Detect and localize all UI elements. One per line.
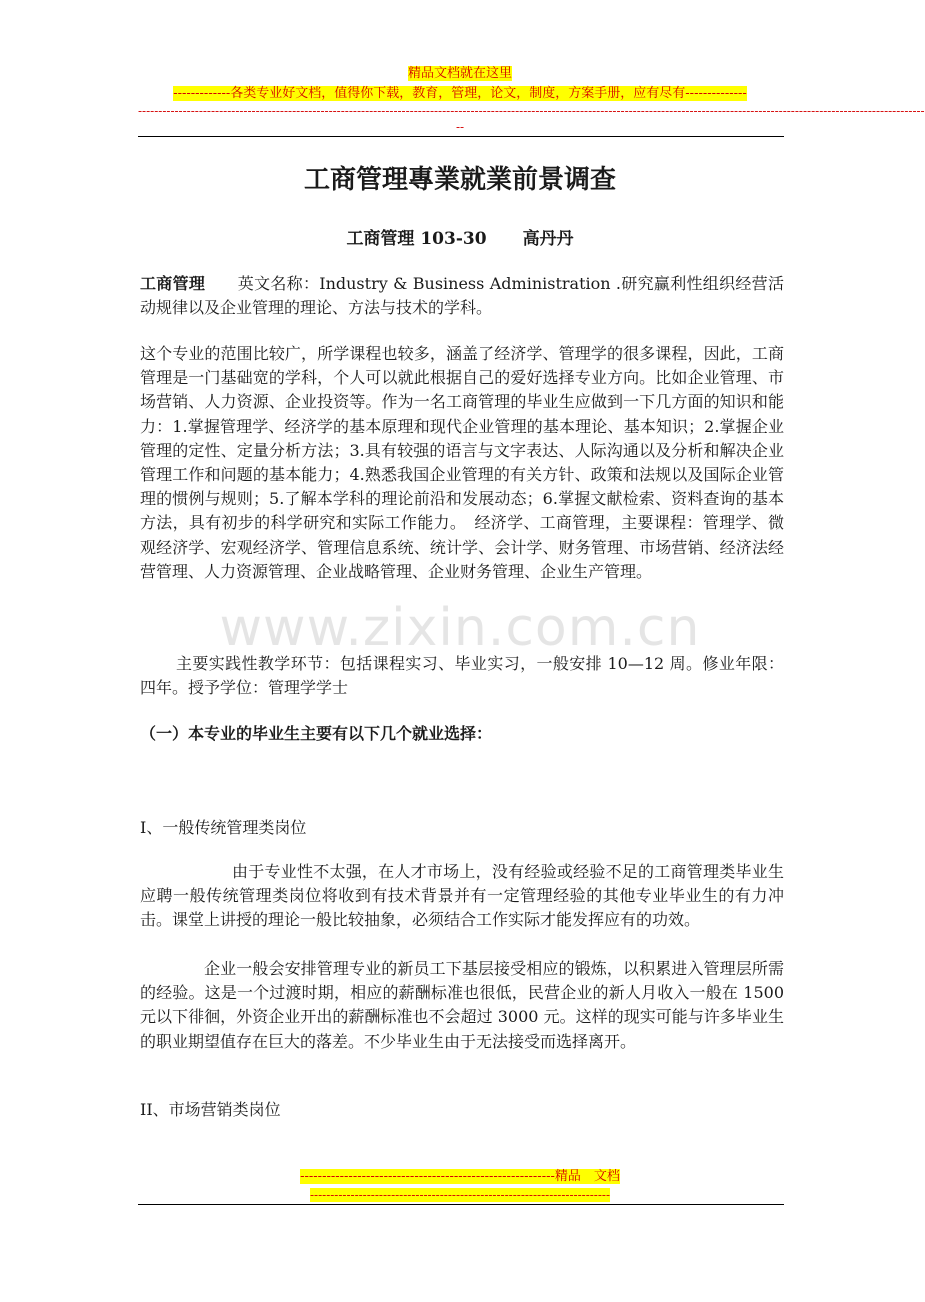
scope-paragraph: 这个专业的范围比较广，所学课程也较多，涵盖了经济学、管理学的很多课程，因此，工商管理是一门基础宽的学科，个人可以就此根据自己的爱好选择专业方向。比如企业管理、市场营销、人力资源、企业投资等。作为一名工商管理的毕业生应做到一下几方面的知识和能力：1.掌握管理学、经济学的基本原理和现代企业管理的基本理论、基本知识；2.掌握企业管理的定性、定量分析方法；3.具有较强的语言与文字表达、人际沟通以及分析和解决企业管理工作和问题的基本能力；4.熟悉我国企业管理的有关方针、政策和法规以及国际企业管理的惯例与规则；5.了解本学科的理论前沿和发展动态；6.掌握文献检索、资料查询的基本方法，具有初步的科学研究和实际工作能力。 经济学、工商管理，主要课程：管理学、微观经济学、宏观经济学、管理信息系统、统计学、会计学、财务管理、市场营销、经济法经营管理、人力资源管理、企业战略管理、企业财务管理、企业生产管理。 [140, 344, 784, 581]
section-2-title: II、市场营销类岗位 [140, 1100, 281, 1119]
section-1-title: I、一般传统管理类岗位 [140, 818, 307, 837]
header-slogan [0, 86, 920, 102]
footer-rule [138, 1204, 784, 1205]
header-banner-text: 精品文档就在这里 [407, 66, 512, 81]
section-1-paragraph-2: 企业一般会安排管理专业的新员工下基层接受相应的锻炼，以积累进入管理层所需的经验。这是一个过渡时期，相应的薪酬标准也很低，民营企业的新人月收入一般在 1500 元以下徘徊，外资企业开出的薪酬标准也不会超过 3000 元。这样的现实可能与许多毕业生的职业期望值存在巨大的落差。不少毕业生由于无法接受而选择离开。 [140, 959, 784, 1051]
header-banner [0, 66, 920, 82]
intro-text: 英文名称：Industry & Business Administration .研究赢利性组织经营活动规律以及企业管理的理论、方法与技术的学科。 [140, 274, 784, 318]
footer-dash [0, 1188, 920, 1202]
section-1-paragraph-1: 由于专业性不太强，在人才市场上，没有经验或经验不足的工商管理类毕业生应聘一般传统管理类岗位将收到有技术背景并有一定管理经验的其他专业毕业生的有力冲击。课堂上讲授的理论一般比较抽象，必须结合工作实际才能发挥应有的功效。 [140, 862, 784, 930]
author-name: 高丹丹 [522, 229, 574, 249]
intro-term: 工商管理 [140, 274, 206, 293]
footer-banner-text: ----------------------------------------------------------精品 文档 [300, 1169, 620, 1184]
header-rule [138, 136, 784, 137]
footer-dash-text: -------------------------------------------------------------------------- [309, 1188, 611, 1202]
intro-paragraph [140, 272, 784, 320]
header-dash-tail: -- [455, 120, 465, 134]
footer-banner [0, 1169, 920, 1185]
author-line [0, 227, 920, 251]
watermark: www.zixin.com.cn [219, 598, 701, 658]
author-class: 工商管理 103-30 [346, 229, 487, 249]
document-title: 工商管理專業就業前景调查 [303, 165, 616, 195]
header-dash-line: -------------------------------------------------------------------------------------------------------------------------------------------------------------------------------------------------- [138, 104, 925, 118]
employment-choices-heading: （一）本专业的毕业生主要有以下几个就业选择： [140, 724, 493, 743]
header-slogan-text: -------------各类专业好文档，值得你下载，教育，管理，论文，制度，方案手册，应有尽有-------------- [173, 86, 747, 101]
practice-paragraph: 主要实践性教学环节：包括课程实习、毕业实习，一般安排 10—12 周。修业年限：四年。授予学位：管理学学士 [140, 654, 784, 698]
